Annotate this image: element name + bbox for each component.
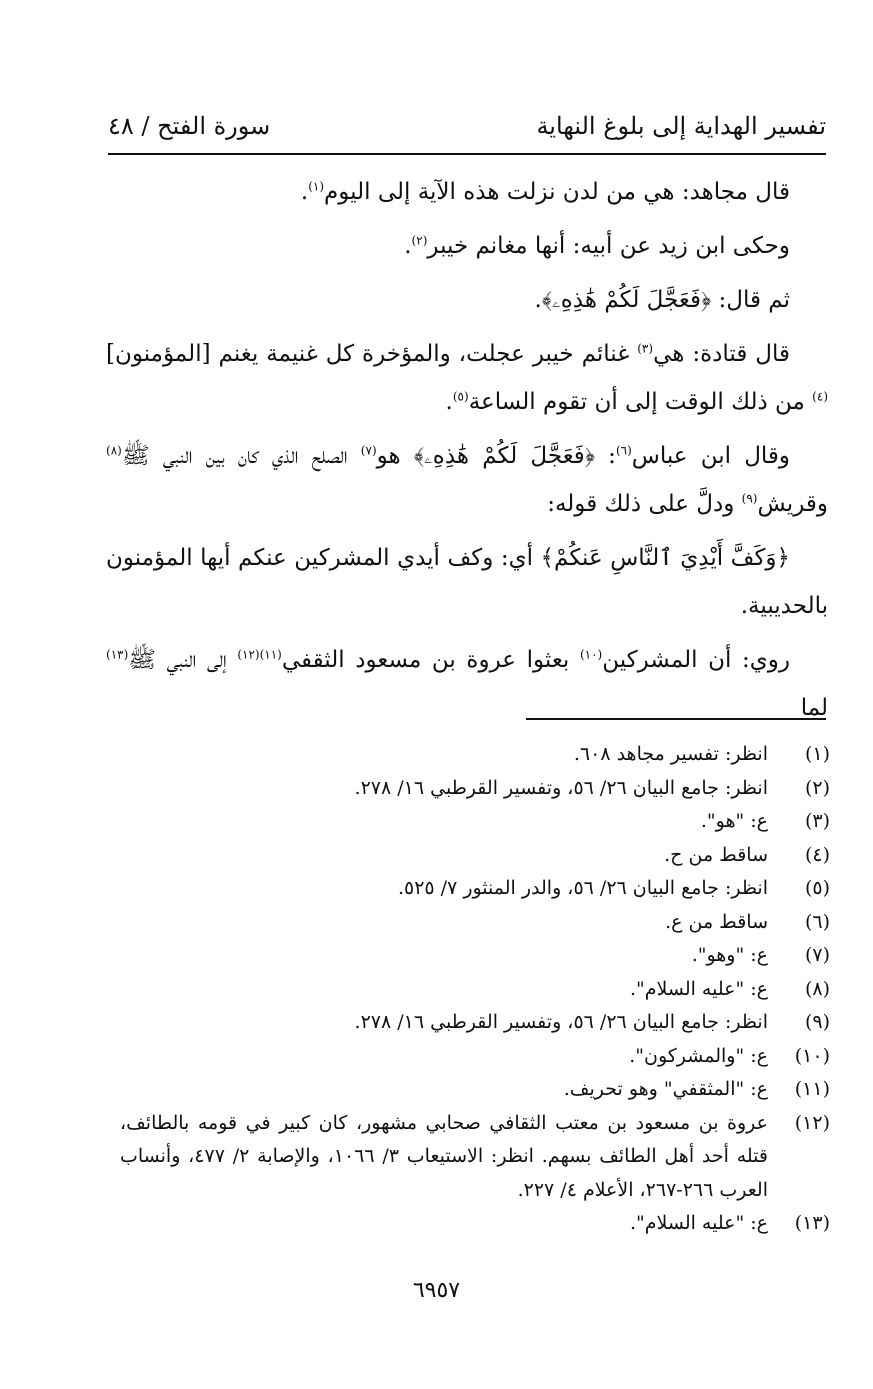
footnote-number: (١٢): [794, 1111, 830, 1134]
paragraph-qatada: [106, 330, 828, 426]
footnote-text: ساقط من ح.: [664, 843, 768, 866]
footnote-text: ساقط من ع.: [665, 910, 768, 933]
footnote-item: [120, 738, 830, 772]
paragraph-text-e: وقريش: [757, 491, 828, 517]
footnote-text: ع: "هو".: [700, 810, 768, 832]
footnotes-list: [120, 738, 830, 1241]
footnote-number: (١٠): [794, 1044, 830, 1067]
footnote-number: (٧): [804, 944, 830, 966]
footnote-number: (٤): [804, 843, 830, 866]
footnote-text: انظر: جامع البيان ٢٦/ ٥٦، وتفسير القرطبي ١٦/ ٢٧٨.: [354, 1011, 768, 1033]
paragraph-thumma-qala: [106, 276, 828, 324]
page-number: ٦٩٥٧: [412, 1278, 461, 1303]
footnote-item: [120, 1073, 830, 1107]
footnote-text: ع: "المثقفي" وهو تحريف.: [563, 1078, 768, 1100]
paragraph-text-c: من ذلك الوقت إلى أن تقوم الساعة: [468, 389, 813, 415]
paragraph-text: وحكى ابن زيد عن أبيه: أنها مغانم خيبر: [427, 233, 790, 259]
footnote-ref-8: (٨): [106, 443, 122, 458]
paragraph-text-c: إلى النبي ﷺ: [128, 647, 238, 673]
paragraph-text-d: الصلح الذي كان بين النبي ﷺ: [121, 443, 361, 469]
footnote-item: [120, 1107, 830, 1208]
footnote-ref-6: (٦): [615, 443, 632, 458]
footnote-ref-11: (١١): [259, 647, 282, 662]
paragraph-end: .: [404, 233, 412, 259]
footnote-text: انظر: جامع البيان ٢٦/ ٥٦، والدر المنثور ٧/ ٥٢٥.: [397, 877, 768, 899]
main-text: [106, 168, 828, 732]
running-header: [108, 112, 826, 156]
footnote-item: [120, 1006, 830, 1040]
footnote-text: ع: "عليه السلام".: [629, 1212, 768, 1234]
footnote-ref-7: (٧): [360, 443, 377, 458]
footnote-ref-2: (٢): [411, 233, 428, 248]
footnote-ref-1: (١): [308, 179, 325, 194]
footnote-text: انظر: تفسير مجاهد ٦٠٨.: [573, 743, 768, 765]
footnote-ref-3: (٣): [637, 341, 654, 356]
footnote-number: (٨): [804, 977, 830, 1000]
footnote-item: [120, 906, 830, 940]
footnote-text: ع: "والمشركون".: [629, 1044, 768, 1067]
footnote-ref-10: (١٠): [579, 647, 603, 662]
paragraph-text-b: غنائم خيبر عجلت، والمؤخرة كل غنيمة يغنم [المؤمنون]: [106, 341, 638, 367]
paragraph-text-c: هو: [376, 443, 414, 469]
paragraph-ibn-zayd: [106, 222, 828, 270]
footnote-item: [120, 939, 830, 973]
footnote-item: [120, 1207, 830, 1241]
paragraph-end: .: [300, 179, 309, 205]
paragraph-ibn-abbas: [106, 432, 828, 528]
footnote-item: [120, 839, 830, 873]
paragraph-end: .: [534, 287, 542, 313]
footnote-item: [120, 973, 830, 1007]
footnote-text: ع: "وهو".: [691, 944, 768, 966]
footnote-text: عروة بن مسعود بن معتب الثقافي صحابي مشهور، كان كبير في قومه بالطائف، قتله أحد أهل الطائف بسهم. انظر: الاستيعاب ٣/ ١٠٦٦، والإصابة ٢/ ٤٧٧، وأنساب العرب ٢٦٦-٢٦٧، الأعلام ٤/ ٢٢٧.: [120, 1111, 768, 1201]
paragraph-text: قال مجاهد: هي من لدن نزلت هذه الآية إلى اليوم: [324, 179, 790, 205]
quran-quote: ﴿وَكَفَّ أَيْدِيَ ٱلنَّاسِ عَنكُمْ﴾: [540, 545, 790, 571]
footnote-number: (١١): [794, 1078, 830, 1100]
footnote-item: [120, 1040, 830, 1074]
paragraph-end: .: [445, 389, 453, 415]
footnote-number: (٥): [804, 877, 830, 899]
footnote-ref-9: (٩): [741, 491, 758, 506]
footnote-item: [120, 772, 830, 806]
book-title: تفسير الهداية إلى بلوغ النهاية: [536, 112, 826, 140]
paragraph-text-b: بعثوا عروة بن مسعود الثقفي: [281, 647, 580, 673]
footnote-ref-4: (٤): [812, 389, 828, 404]
paragraph-text: ثم قال:: [711, 287, 790, 313]
footnote-ref-13: (١٣): [106, 647, 129, 662]
paragraph-mujahid: [106, 168, 828, 216]
paragraph-text-d: لما: [800, 695, 828, 721]
paragraph-text-a: روي: أن المشركين: [602, 647, 790, 673]
footnote-number: (٢): [804, 776, 830, 799]
footnote-number: (١): [804, 743, 830, 765]
footnote-text: انظر: جامع البيان ٢٦/ ٥٦، وتفسير القرطبي ١٦/ ٢٧٨.: [354, 776, 768, 799]
footnote-number: (٦): [804, 910, 830, 933]
footnote-ref-5: (٥): [452, 389, 469, 404]
paragraph-text-a: قال قتادة: هي: [653, 341, 790, 367]
paragraph-text-f: ودلَّ على ذلك قوله:: [547, 491, 742, 517]
surah-reference: سورة الفتح / ٤٨: [108, 112, 271, 140]
footnote-number: (٩): [804, 1011, 830, 1033]
footnote-item: [120, 872, 830, 906]
footnote-rule: [526, 718, 826, 720]
quran-quote: ﴿فَعَجَّلَ لَكُمْ هَٰذِهِۦ﴾: [541, 287, 712, 313]
paragraph-text-a: وقال ابن عباس: [631, 443, 791, 469]
paragraph-wakaffa: [106, 534, 828, 630]
footnote-item: [120, 805, 830, 839]
header-rule: [108, 153, 826, 155]
quran-quote: ﴿فَعَجَّلَ لَكُمْ هَٰذِهِۦ﴾: [413, 443, 595, 469]
footnote-number: (٣): [804, 810, 830, 832]
paragraph-text-b: :: [594, 443, 616, 469]
footnote-text: ع: "عليه السلام".: [629, 977, 768, 1000]
paragraph-text: أي: وكف أيدي المشركين عنكم أيها المؤمنون بالحديبية.: [106, 545, 828, 619]
footnote-number: (١٣): [794, 1212, 830, 1234]
footnote-ref-12: (١٢): [237, 647, 260, 662]
